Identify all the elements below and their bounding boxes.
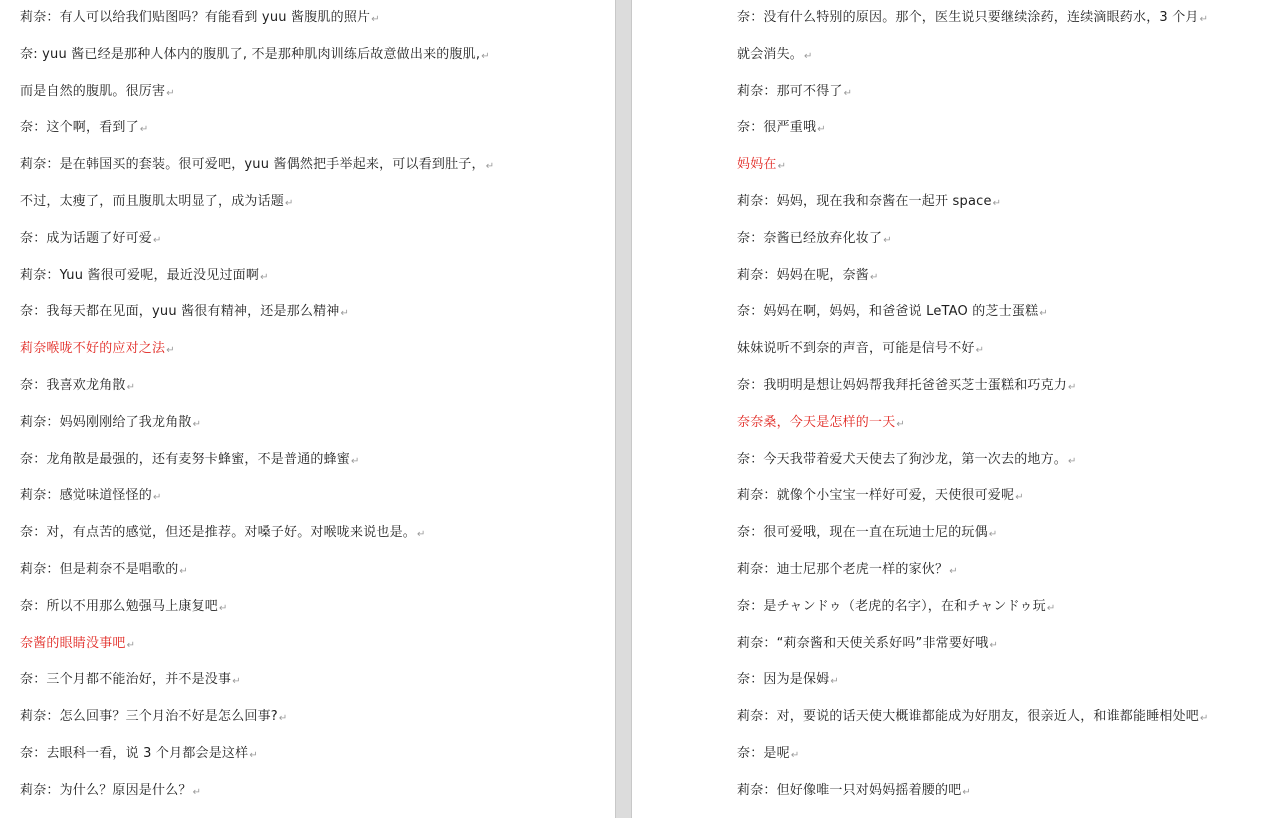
paragraph-mark-icon: ↵ bbox=[896, 418, 905, 430]
line-text: 奈：很严重哦 bbox=[737, 120, 817, 136]
dialogue-line bbox=[737, 0, 1287, 37]
paragraph-mark-icon: ↵ bbox=[232, 676, 241, 688]
line-text: 奈：龙角散是最强的，还有麦努卡蜂蜜，不是普通的蜂蜜 bbox=[20, 451, 351, 467]
paragraph-mark-icon: ↵ bbox=[371, 14, 380, 25]
paragraph-mark-icon: ↵ bbox=[260, 271, 269, 283]
dialogue-line bbox=[737, 552, 1287, 589]
line-text: 奈：三个月都不能治好，并不是没事 bbox=[20, 672, 232, 688]
dialogue-line bbox=[737, 294, 1287, 331]
section-heading-line bbox=[737, 405, 1287, 442]
paragraph-mark-icon: ↵ bbox=[219, 602, 228, 614]
dialogue-line bbox=[20, 699, 615, 736]
line-text: 莉奈：感觉味道怪怪的 bbox=[20, 488, 153, 504]
paragraph-mark-icon: ↵ bbox=[1200, 713, 1209, 725]
line-text: 奈：没有什么特别的原因。那个，医生说只要继续涂药，连续滴眼药水，3 个月 bbox=[737, 10, 1199, 25]
paragraph-mark-icon: ↵ bbox=[340, 308, 350, 320]
line-text: 莉奈：就像个小宝宝一样好可爱，天使很可爱呢 bbox=[737, 488, 1015, 504]
dialogue-line bbox=[20, 662, 615, 699]
paragraph-mark-icon: ↵ bbox=[790, 749, 800, 761]
line-text: 奈：这个啊，看到了 bbox=[20, 120, 139, 136]
paragraph-mark-icon: ↵ bbox=[1015, 492, 1024, 504]
dialogue-line bbox=[20, 221, 615, 258]
dialogue-line bbox=[737, 37, 1287, 74]
line-text: 莉奈：但是莉奈不是唱歌的 bbox=[20, 561, 179, 577]
dialogue-line bbox=[737, 736, 1287, 773]
line-text: 奈：我每天都在见面，yuu 酱很有精神，还是那么精神 bbox=[20, 304, 340, 320]
line-text: 奈：妈妈在啊，妈妈，和爸爸说 LeTAO 的芝士蛋糕 bbox=[737, 304, 1039, 320]
paragraph-mark-icon: ↵ bbox=[843, 87, 853, 99]
dialogue-line bbox=[20, 294, 615, 331]
line-text: 奈酱的眼睛没事吧 bbox=[20, 635, 126, 651]
dialogue-line bbox=[20, 736, 615, 773]
paragraph-mark-icon: ↵ bbox=[485, 161, 495, 173]
section-heading-line bbox=[20, 331, 615, 368]
dialogue-line bbox=[737, 589, 1287, 626]
page-left-text bbox=[0, 0, 615, 810]
dialogue-line bbox=[737, 773, 1287, 810]
paragraph-mark-icon: ↵ bbox=[1039, 308, 1048, 320]
section-heading-line bbox=[20, 626, 615, 663]
dialogue-line bbox=[737, 626, 1287, 663]
dialogue-line bbox=[20, 405, 615, 442]
paragraph-mark-icon: ↵ bbox=[949, 565, 958, 577]
paragraph-mark-icon: ↵ bbox=[1068, 381, 1077, 393]
paragraph-mark-icon: ↵ bbox=[1199, 14, 1209, 25]
paragraph-mark-icon: ↵ bbox=[249, 749, 258, 761]
dialogue-line bbox=[20, 258, 615, 295]
line-text: 奈：对，有点苦的感觉，但还是推荐。对嗓子好。对喉咙来说也是。 bbox=[20, 525, 417, 541]
line-text: 奈：今天我带着爱犬天使去了狗沙龙，第一次去的地方。 bbox=[737, 451, 1068, 467]
line-text: 奈：是チャンドゥ（老虎的名字），在和チャンドゥ玩 bbox=[737, 598, 1046, 614]
document-page-right[interactable] bbox=[632, 0, 1287, 818]
line-text: 不过，太瘦了，而且腹肌太明显了，成为话题 bbox=[20, 193, 285, 209]
line-text: 莉奈：有人可以给我们贴图吗？有能看到 yuu 酱腹肌的照片 bbox=[20, 10, 371, 25]
dialogue-line bbox=[20, 110, 615, 147]
dialogue-line bbox=[737, 221, 1287, 258]
line-text: 莉奈：妈妈，现在我和奈酱在一起开 space bbox=[737, 193, 992, 209]
dialogue-line bbox=[737, 110, 1287, 147]
dialogue-line bbox=[737, 699, 1287, 736]
line-text: 莉奈：妈妈在呢，奈酱 bbox=[737, 267, 870, 283]
dialogue-line bbox=[737, 258, 1287, 295]
page-right-text bbox=[632, 0, 1287, 810]
paragraph-mark-icon: ↵ bbox=[1068, 455, 1077, 467]
paragraph-mark-icon: ↵ bbox=[988, 529, 998, 541]
dialogue-line bbox=[737, 515, 1287, 552]
dialogue-line bbox=[20, 37, 615, 74]
dialogue-line bbox=[20, 552, 615, 589]
line-text: 妈妈在 bbox=[737, 157, 777, 173]
dialogue-line bbox=[20, 368, 615, 405]
dialogue-line bbox=[20, 773, 615, 810]
line-text: 莉奈：对，要说的话天使大概谁都能成为好朋友，很亲近人，和谁都能睡相处吧 bbox=[737, 709, 1200, 725]
document-page-left[interactable] bbox=[0, 0, 615, 818]
line-text: 奈：去眼科一看，说 3 个月都会是这样 bbox=[20, 745, 249, 761]
paragraph-mark-icon: ↵ bbox=[192, 418, 202, 430]
line-text: 莉奈：是在韩国买的套装。很可爱吧，yuu 酱偶然把手举起来，可以看到肚子， bbox=[20, 157, 485, 173]
line-text: 莉奈：迪士尼那个老虎一样的家伙？ bbox=[737, 561, 949, 577]
line-text: 奈：是呢 bbox=[737, 745, 790, 761]
paragraph-mark-icon: ↵ bbox=[975, 345, 985, 357]
line-text: 奈：很可爱哦，现在一直在玩迪士尼的玩偶 bbox=[737, 525, 988, 541]
dialogue-line bbox=[20, 0, 615, 37]
paragraph-mark-icon: ↵ bbox=[285, 197, 294, 209]
paragraph-mark-icon: ↵ bbox=[817, 124, 826, 136]
line-text: 就会消失。 bbox=[737, 46, 804, 62]
paragraph-mark-icon: ↵ bbox=[153, 492, 162, 504]
line-text: 莉奈：Yuu 酱很可爱呢，最近没见过面啊 bbox=[20, 267, 260, 283]
dialogue-line bbox=[737, 662, 1287, 699]
dialogue-line bbox=[737, 74, 1287, 111]
dialogue-line bbox=[737, 184, 1287, 221]
dialogue-line bbox=[20, 147, 615, 184]
paragraph-mark-icon: ↵ bbox=[804, 50, 813, 62]
line-text: 奈：所以不用那么勉强马上康复吧 bbox=[20, 598, 219, 614]
dialogue-line bbox=[737, 442, 1287, 479]
paragraph-mark-icon: ↵ bbox=[962, 786, 971, 798]
line-text: 莉奈：那可不得了 bbox=[737, 83, 843, 99]
line-text: 妹妹说听不到奈的声音，可能是信号不好 bbox=[737, 341, 975, 357]
line-text: 莉奈：但好像唯一只对妈妈摇着腰的吧 bbox=[737, 782, 962, 798]
dialogue-line bbox=[20, 74, 615, 111]
dialogue-line bbox=[20, 184, 615, 221]
dialogue-line bbox=[737, 368, 1287, 405]
line-text: 奈：因为是保姆 bbox=[737, 672, 830, 688]
line-text: 莉奈喉咙不好的应对之法 bbox=[20, 341, 166, 357]
paragraph-mark-icon: ↵ bbox=[153, 234, 162, 246]
paragraph-mark-icon: ↵ bbox=[830, 676, 839, 688]
line-text: 莉奈：“莉奈酱和天使关系好吗”非常要好哦 bbox=[737, 635, 989, 651]
line-text: 莉奈：妈妈刚刚给了我龙角散 bbox=[20, 414, 192, 430]
dialogue-line bbox=[20, 515, 615, 552]
paragraph-mark-icon: ↵ bbox=[989, 639, 999, 651]
paragraph-mark-icon: ↵ bbox=[126, 639, 136, 651]
dialogue-line bbox=[20, 478, 615, 515]
line-text: 奈: yuu 酱已经是那种人体内的腹肌了, 不是那种肌肉训练后故意做出来的腹肌, bbox=[20, 46, 481, 62]
dialogue-line bbox=[20, 589, 615, 626]
line-text: 奈：我喜欢龙角散 bbox=[20, 377, 126, 393]
paragraph-mark-icon: ↵ bbox=[992, 197, 1002, 209]
dialogue-line bbox=[737, 478, 1287, 515]
paragraph-mark-icon: ↵ bbox=[192, 786, 202, 798]
line-text: 奈：成为话题了好可爱 bbox=[20, 230, 153, 246]
paragraph-mark-icon: ↵ bbox=[870, 271, 879, 283]
dialogue-line bbox=[20, 442, 615, 479]
paragraph-mark-icon: ↵ bbox=[166, 345, 175, 357]
paragraph-mark-icon: ↵ bbox=[166, 87, 175, 99]
paragraph-mark-icon: ↵ bbox=[351, 455, 360, 467]
line-text: 奈奈桑，今天是怎样的一天 bbox=[737, 414, 896, 430]
paragraph-mark-icon: ↵ bbox=[278, 713, 288, 725]
line-text: 奈：我明明是想让妈妈帮我拜托爸爸买芝士蛋糕和巧克力 bbox=[737, 377, 1068, 393]
paragraph-mark-icon: ↵ bbox=[417, 529, 426, 541]
paragraph-mark-icon: ↵ bbox=[481, 50, 490, 62]
line-text: 莉奈：怎么回事？三个月治不好是怎么回事? bbox=[20, 709, 278, 725]
paragraph-mark-icon: ↵ bbox=[1046, 602, 1056, 614]
line-text: 奈：奈酱已经放弃化妆了 bbox=[737, 230, 883, 246]
line-text: 而是自然的腹肌。很厉害 bbox=[20, 83, 166, 99]
section-heading-line bbox=[737, 147, 1287, 184]
page-separator bbox=[615, 0, 632, 818]
paragraph-mark-icon: ↵ bbox=[179, 565, 188, 577]
paragraph-mark-icon: ↵ bbox=[126, 381, 136, 393]
paragraph-mark-icon: ↵ bbox=[777, 161, 787, 173]
paragraph-mark-icon: ↵ bbox=[139, 124, 149, 136]
dialogue-line bbox=[737, 331, 1287, 368]
line-text: 莉奈：为什么？原因是什么？ bbox=[20, 782, 192, 798]
paragraph-mark-icon: ↵ bbox=[883, 234, 892, 246]
